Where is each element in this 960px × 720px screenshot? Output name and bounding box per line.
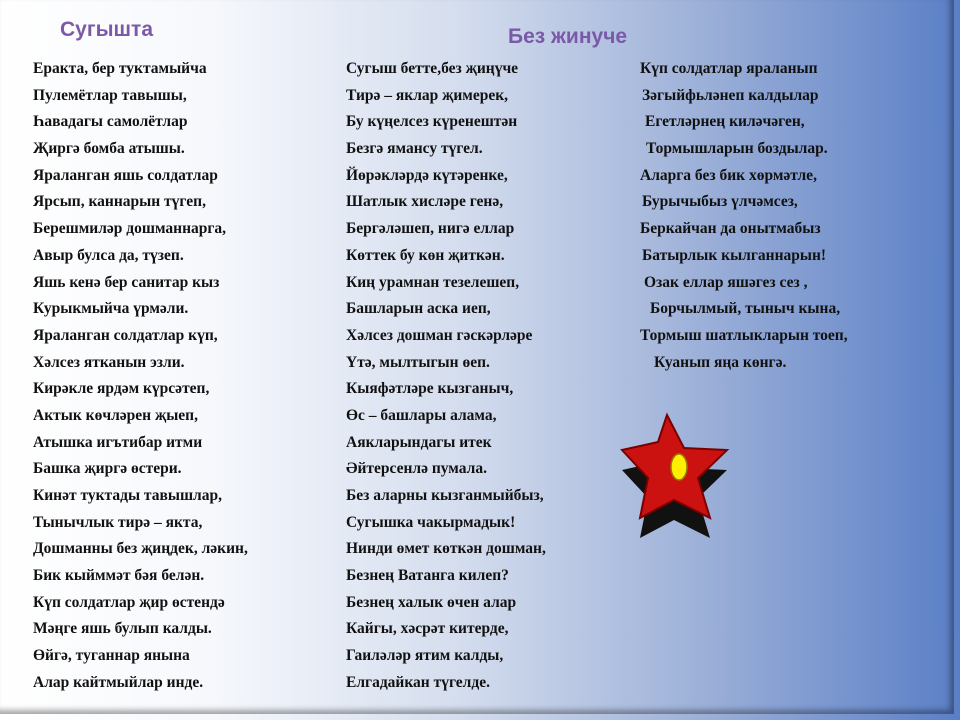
- poem-line: Яшь кенә бер санитар кыз: [33, 273, 220, 291]
- poem-line: Бик кыйммәт бәя белән.: [33, 567, 205, 585]
- poem-line: Егетләрнең киләчәген,: [645, 113, 805, 131]
- poem-column-3: [640, 56, 848, 376]
- poem-line: Пулемётлар тавышы,: [33, 86, 187, 104]
- poem-line: Үтә, мылтыгын өеп.: [346, 353, 490, 371]
- poem-line: Борчылмый, тыныч кына,: [650, 300, 841, 318]
- poem-line: Хәлсез ятканын эзли.: [33, 353, 185, 371]
- poem-line: Тормышларын боздылар.: [646, 140, 828, 158]
- poem-line: Яраланган солдатлар күп,: [33, 326, 218, 344]
- poem-line: Елгадайкан түгелде.: [346, 673, 490, 691]
- poem-line: Тынычлык тирә – якта,: [33, 513, 203, 531]
- poem-line: Алар кайтмыйлар инде.: [33, 673, 204, 691]
- poem-line: Гаиләләр ятим калды,: [346, 647, 504, 665]
- poem-column-2: [346, 56, 546, 697]
- poem-line: Озак еллар яшәгез сез ,: [644, 273, 808, 291]
- poem-line: Аякларындагы итек: [346, 433, 492, 451]
- poem-line: Куанып яңа көнгә.: [654, 353, 787, 371]
- poem-line: Бергәләшеп, нигә еллар: [346, 220, 515, 238]
- poem-line: Күп солдатлар җир өстендә: [33, 593, 225, 611]
- poem-line: Кыяфәтләре кызганыч,: [346, 380, 514, 398]
- poem-line: Авыр булса да, түзеп.: [33, 246, 184, 264]
- poem-line: Әйтерсенлә пумала.: [346, 460, 487, 478]
- poem-line: Йөрәкләрдә күтәренке,: [346, 166, 508, 184]
- poem-line: Һавадагы самолётлар: [33, 113, 188, 131]
- poem-line: Кайгы, хәсрәт китерде,: [346, 620, 509, 638]
- poem-line: Мәңге яшь булып калды.: [33, 620, 212, 638]
- poem-line: Аларга без бик хөрмәтле,: [640, 166, 817, 184]
- poem-line: Безгә ямансу түгел.: [346, 140, 483, 158]
- poem-line: Хәлсез дошман гәскәрләре: [346, 326, 533, 344]
- poem-line: Батырлык кылганнарын!: [642, 246, 827, 264]
- poem-line: Киң урамнан тезелешеп,: [346, 273, 520, 291]
- poem-line: Актык көчләрен җыеп,: [33, 406, 198, 424]
- title-left: Сугышта: [60, 18, 153, 41]
- poem-line: Бу күңелсез күренештән: [346, 113, 518, 131]
- poem-line: Башка җиргә өстери.: [33, 460, 182, 478]
- poem-line: Дошманны без җиңдек, ләкин,: [33, 540, 248, 558]
- poem-line: Тирә – яклар җимерек,: [346, 86, 509, 104]
- poem-line: Кирәкле ярдәм күрсәтеп,: [33, 380, 210, 398]
- poem-line: Җиргә бомба атышы.: [33, 140, 185, 158]
- poem-line: Ярсып, каннарын түгеп,: [33, 193, 206, 211]
- poem-line: Атышка игътибар итми: [33, 433, 203, 451]
- poem-line: Еракта, бер туктамыйча: [33, 60, 207, 77]
- poem-line: Безнең халык өчен алар: [346, 593, 517, 611]
- poem-column-1: [33, 56, 248, 697]
- poem-line: Көттек бу көн җиткән.: [346, 246, 505, 264]
- poem-line: Сугышка чакырмадык!: [346, 513, 516, 531]
- poem-line: Курыкмыйча үрмәли.: [33, 300, 189, 318]
- poem-line: Нинди өмет көткән дошман,: [346, 540, 546, 558]
- poem-line: Башларын аска иеп,: [346, 300, 491, 318]
- poem-line: Берешмиләр дошманнарга,: [33, 220, 227, 238]
- poem-line: Күп солдатлар яраланып: [640, 60, 818, 77]
- poem-line: Яраланган яшь солдатлар: [33, 166, 218, 184]
- poem-line: Безнең Ватанга килеп?: [346, 567, 509, 585]
- poem-line: Бурычыбыз үлчәмсез,: [642, 193, 798, 211]
- title-right: Без жинуче: [508, 25, 628, 48]
- poem-line: Кинәт туктады тавышлар,: [33, 487, 222, 504]
- poem-line: Сугыш бетте,без җиңүче: [346, 60, 519, 77]
- star-center: [671, 454, 687, 480]
- poem-line: Өйгә, туганнар янына: [33, 647, 190, 665]
- poem-line: Без аларны кызганмыйбыз,: [346, 487, 544, 504]
- poem-line: Шатлык хисләре генә,: [346, 193, 504, 211]
- poem-line: Беркайчан да онытмабыз: [640, 220, 821, 238]
- poem-line: Тормыш шатлыкларын тоеп,: [640, 326, 848, 344]
- poem-line: Зәгыйфьләнеп калдылар: [642, 86, 819, 104]
- red-star-icon: [612, 410, 747, 545]
- poem-line: Өс – башлары алама,: [346, 406, 497, 424]
